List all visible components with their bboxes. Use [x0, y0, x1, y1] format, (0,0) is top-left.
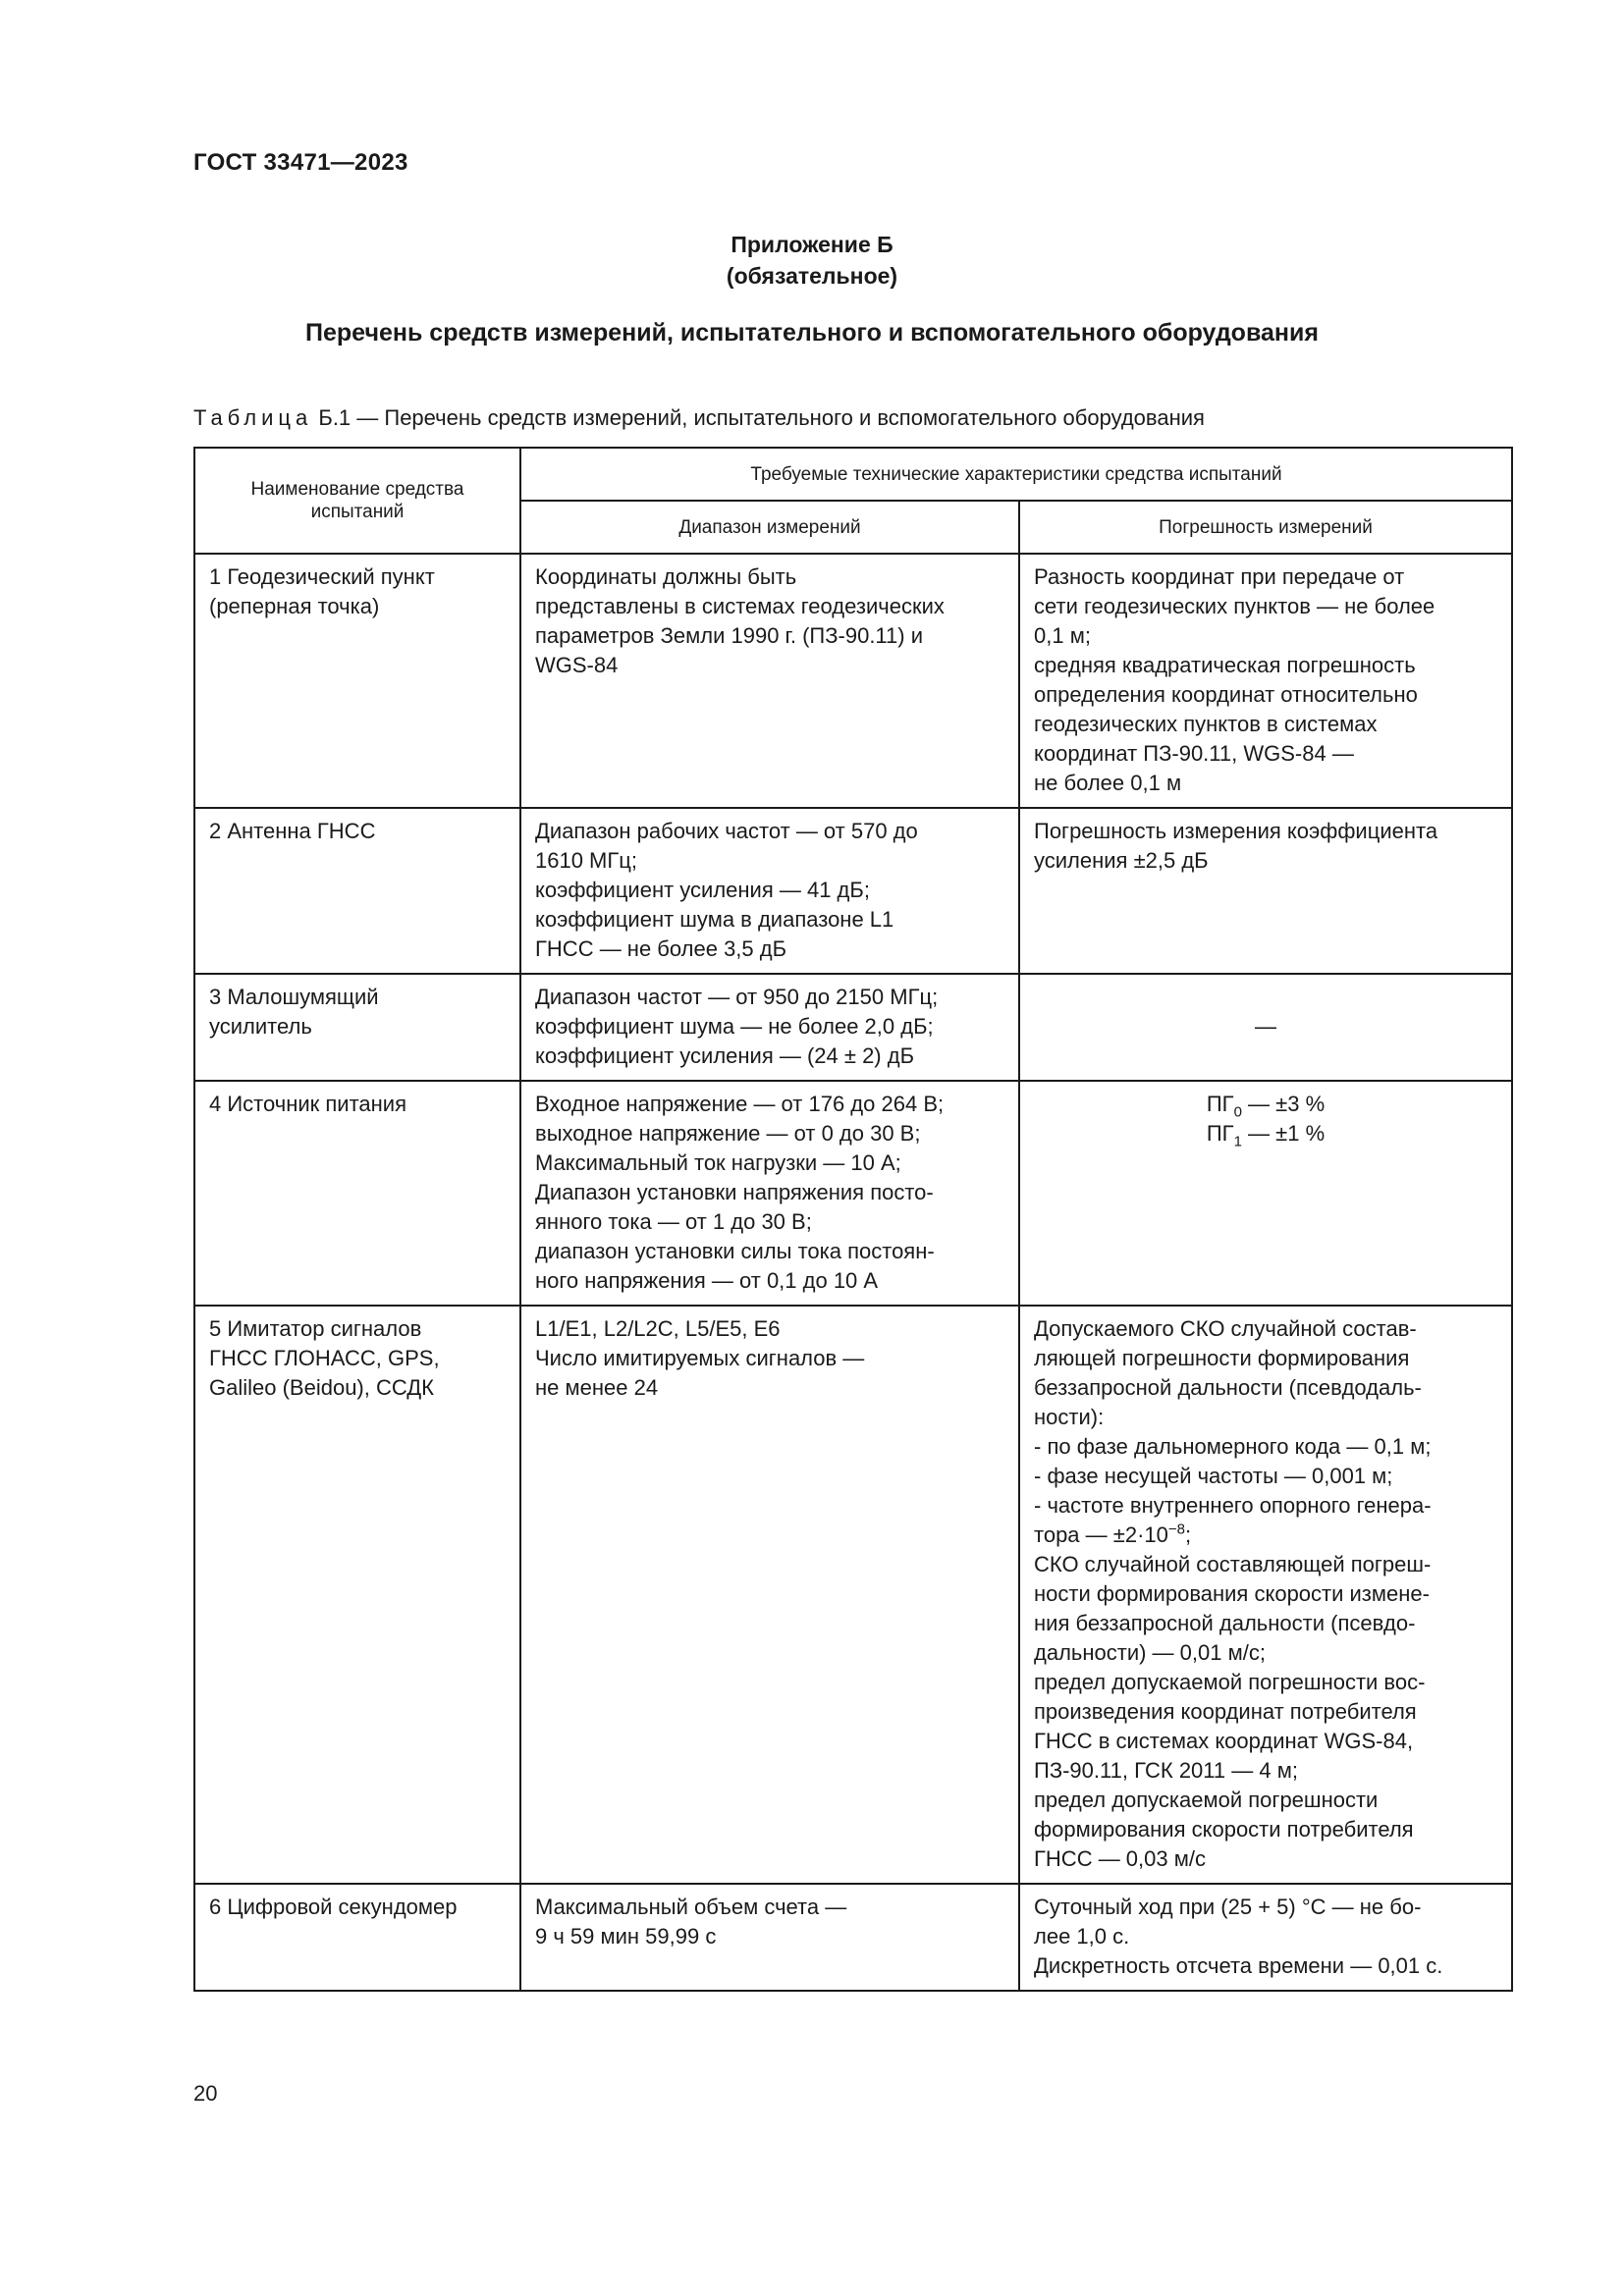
equipment-table: [193, 447, 1513, 1992]
table-row: [194, 554, 1512, 808]
annex-label: Приложение Б: [731, 232, 893, 257]
cell-name: 4 Источник питания: [194, 1081, 520, 1306]
annex-status: (обязательное): [726, 263, 898, 289]
table-header-row: [194, 448, 1512, 501]
cell-error-exponent: −8: [1167, 1521, 1185, 1538]
cell-name: 5 Имитатор сигналов ГНСС ГЛОНАСС, GPS, Galileo (Beidou), ССДК: [194, 1306, 520, 1884]
cell-name: 2 Антенна ГНСС: [194, 808, 520, 974]
header-group: Требуемые технические характеристики средства испытаний: [520, 448, 1512, 501]
formula-base: ПГ: [1206, 1121, 1234, 1146]
header-error: Погрешность измерений: [1019, 501, 1512, 554]
formula-base: ПГ: [1206, 1092, 1234, 1116]
annex-heading: [0, 229, 1624, 292]
standard-code: ГОСТ 33471—2023: [193, 149, 408, 176]
table-row: [194, 1306, 1512, 1884]
cell-name: 3 Малошумящий усилитель: [194, 974, 520, 1081]
header-range: Диапазон измерений: [520, 501, 1019, 554]
table-row: [194, 1884, 1512, 1991]
cell-name: 6 Цифровой секундомер: [194, 1884, 520, 1991]
formula-rest: — ±1 %: [1241, 1121, 1326, 1146]
cell-range: Максимальный объем счета — 9 ч 59 мин 59,99 с: [520, 1884, 1019, 1991]
cell-error: [1019, 1306, 1512, 1884]
cell-range: L1/E1, L2/L2C, L5/E5, E6 Число имитируемых сигналов — не менее 24: [520, 1306, 1019, 1884]
formula-line: [1034, 1090, 1497, 1119]
formula-sub: 0: [1233, 1103, 1242, 1121]
table-row: [194, 1081, 1512, 1306]
cell-error-part2: ; СКО случайной составляющей погреш- ности формирования скорости измене- ния беззапросной дальности (псевдо- дальности) — 0,01 м/с; предел допускаемой погрешности вос- произведения координат потребителя ГНСС в системах координат WGS-84, ПЗ-90.11, ГСК 2011 — 4 м; предел допускаемой погрешности формирования скорости потребителя ГНСС — 0,03 м/с: [1034, 1522, 1432, 1871]
table-caption-text: Б.1 — Перечень средств измерений, испытательного и вспомогательного оборудования: [312, 405, 1205, 430]
cell-error-part1: Допускаемого СКО случайной состав- ляющей погрешности формирования беззапросной дальности (псевдодаль- ности): - по фазе дальномерного кода — 0,1 м; - фазе несущей частоты — 0,001 м; - частоте внутреннего опорного генера- тора — ±2·10: [1034, 1316, 1432, 1547]
header-name: Наименование средства испытаний: [194, 448, 520, 554]
cell-error: Суточный ход при (25 + 5) °С — не бо- лее 1,0 с. Дискретность отсчета времени — 0,01 с.: [1019, 1884, 1512, 1991]
cell-range: Диапазон рабочих частот — от 570 до 1610 МГц; коэффициент усиления — 41 дБ; коэффициент шума в диапазоне L1 ГНСС — не более 3,5 дБ: [520, 808, 1019, 974]
table-row: [194, 808, 1512, 974]
table-caption: [193, 405, 1205, 431]
cell-range: Входное напряжение — от 176 до 264 В; выходное напряжение — от 0 до 30 В; Максимальный ток нагрузки — 10 А; Диапазон установки напряжения посто- янного тока — от 1 до 30 В; диапазон установки силы тока постоян- ного напряжения — от 0,1 до 10 А: [520, 1081, 1019, 1306]
page-number: 20: [193, 2081, 218, 2106]
cell-error: [1019, 1081, 1512, 1306]
formula-sub: 1: [1233, 1133, 1242, 1150]
formula-line: [1034, 1119, 1497, 1148]
table-row: [194, 974, 1512, 1081]
cell-error: —: [1019, 974, 1512, 1081]
cell-name: 1 Геодезический пункт (реперная точка): [194, 554, 520, 808]
cell-range: Координаты должны быть представлены в системах геодезических параметров Земли 1990 г. (ПЗ-90.11) и WGS-84: [520, 554, 1019, 808]
cell-error: Разность координат при передаче от сети геодезических пунктов — не более 0,1 м; средняя квадратическая погрешность определения координат относительно геодезических пунктов в системах координат ПЗ-90.11, WGS-84 — не более 0,1 м: [1019, 554, 1512, 808]
annex-title: Перечень средств измерений, испытательного и вспомогательного оборудования: [305, 319, 1319, 347]
cell-error: Погрешность измерения коэффициента усиления ±2,5 дБ: [1019, 808, 1512, 974]
formula-rest: — ±3 %: [1241, 1092, 1326, 1116]
cell-range: Диапазон частот — от 950 до 2150 МГц; коэффициент шума — не более 2,0 дБ; коэффициент усиления — (24 ± 2) дБ: [520, 974, 1019, 1081]
table-caption-prefix: Таблица: [193, 405, 313, 430]
